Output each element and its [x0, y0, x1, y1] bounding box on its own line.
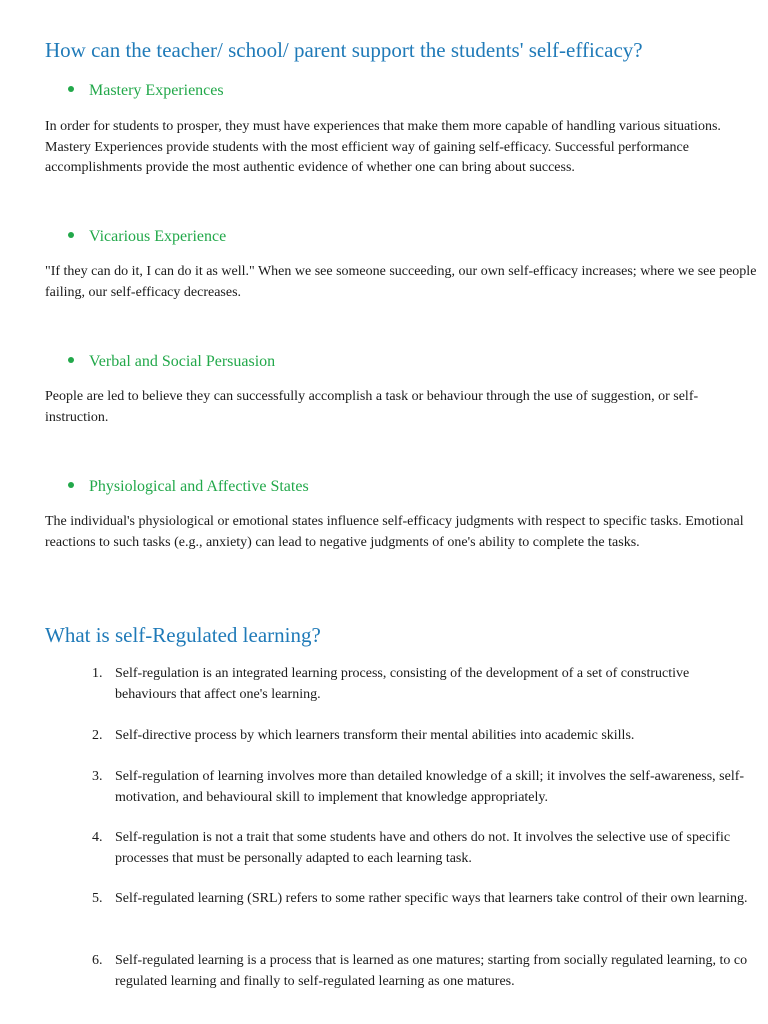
list-item — [92, 828, 752, 869]
list-number: 5. — [92, 891, 103, 906]
bullet-dot-icon — [68, 86, 74, 92]
list-text: Self-regulated learning is a process that is learned as one matures; starting from socially regulated learning, to co regulated learning and finally to self-regulated learning as one matures. — [115, 953, 748, 989]
list-item — [92, 664, 752, 705]
bullet-mastery-experiences — [68, 81, 224, 101]
list-item — [92, 767, 752, 808]
paragraph-vicarious-experience: "If they can do it, I can do it as well." When we see someone succeeding, our own self-efficacy increases; where we see people failing, our self-efficacy decreases. — [45, 264, 757, 300]
bullet-vicarious-experience — [68, 227, 226, 247]
bullet-title: Vicarious Experience — [89, 228, 227, 245]
list-number: 4. — [92, 830, 103, 845]
list-text: Self-regulated learning (SRL) refers to some rather specific ways that learners take control of their own learning. — [115, 891, 748, 906]
section-heading-self-regulated-learning: What is self-Regulated learning? — [45, 623, 321, 647]
list-item — [92, 889, 752, 910]
list-text: Self-regulation of learning involves more than detailed knowledge of a skill; it involves the self-awareness, self-motivation, and behavioural skill to implement that knowledge appropriately. — [115, 769, 745, 805]
bullet-dot-icon — [68, 482, 74, 488]
bullet-physiological-affective-states — [68, 477, 309, 497]
paragraph-verbal-social-persuasion: People are led to believe they can successfully accomplish a task or behaviour through the use of suggestion, or self-instruction. — [45, 389, 699, 425]
paragraph-mastery-experiences: In order for students to prosper, they must have experiences that make them more capable of handling various situations. Mastery Experiences provide students with the most efficient way of gaining self-efficacy. Successful performance accomplishments provide the most authentic evidence of whether one can bring about success. — [45, 119, 721, 175]
list-text: Self-regulation is not a trait that some students have and others do not. It involves the selective use of specific processes that must be personally adapted to each learning task. — [115, 830, 731, 866]
list-item — [92, 951, 752, 992]
paragraph-physiological-affective-states: The individual's physiological or emotional states influence self-efficacy judgments with respect to specific tasks. Emotional reactions to such tasks (e.g., anxiety) can lead to negative judgments of one's ability to complete the tasks. — [45, 514, 744, 550]
list-text: Self-regulation is an integrated learning process, consisting of the development of a set of constructive behaviours that affect one's learning. — [115, 666, 690, 702]
bullet-title: Physiological and Affective States — [89, 478, 309, 495]
section-heading-self-efficacy-support: How can the teacher/ school/ parent support the students' self-efficacy? — [45, 38, 643, 62]
bullet-title: Verbal and Social Persuasion — [89, 353, 276, 370]
bullet-verbal-social-persuasion — [68, 352, 275, 372]
list-item — [92, 726, 752, 747]
bullet-title: Mastery Experiences — [89, 82, 224, 99]
list-number: 3. — [92, 769, 103, 784]
list-text: Self-directive process by which learners transform their mental abilities into academic skills. — [115, 728, 635, 743]
list-number: 6. — [92, 953, 103, 968]
list-number: 1. — [92, 666, 103, 681]
bullet-dot-icon — [68, 357, 74, 363]
bullet-dot-icon — [68, 232, 74, 238]
list-number: 2. — [92, 728, 103, 743]
